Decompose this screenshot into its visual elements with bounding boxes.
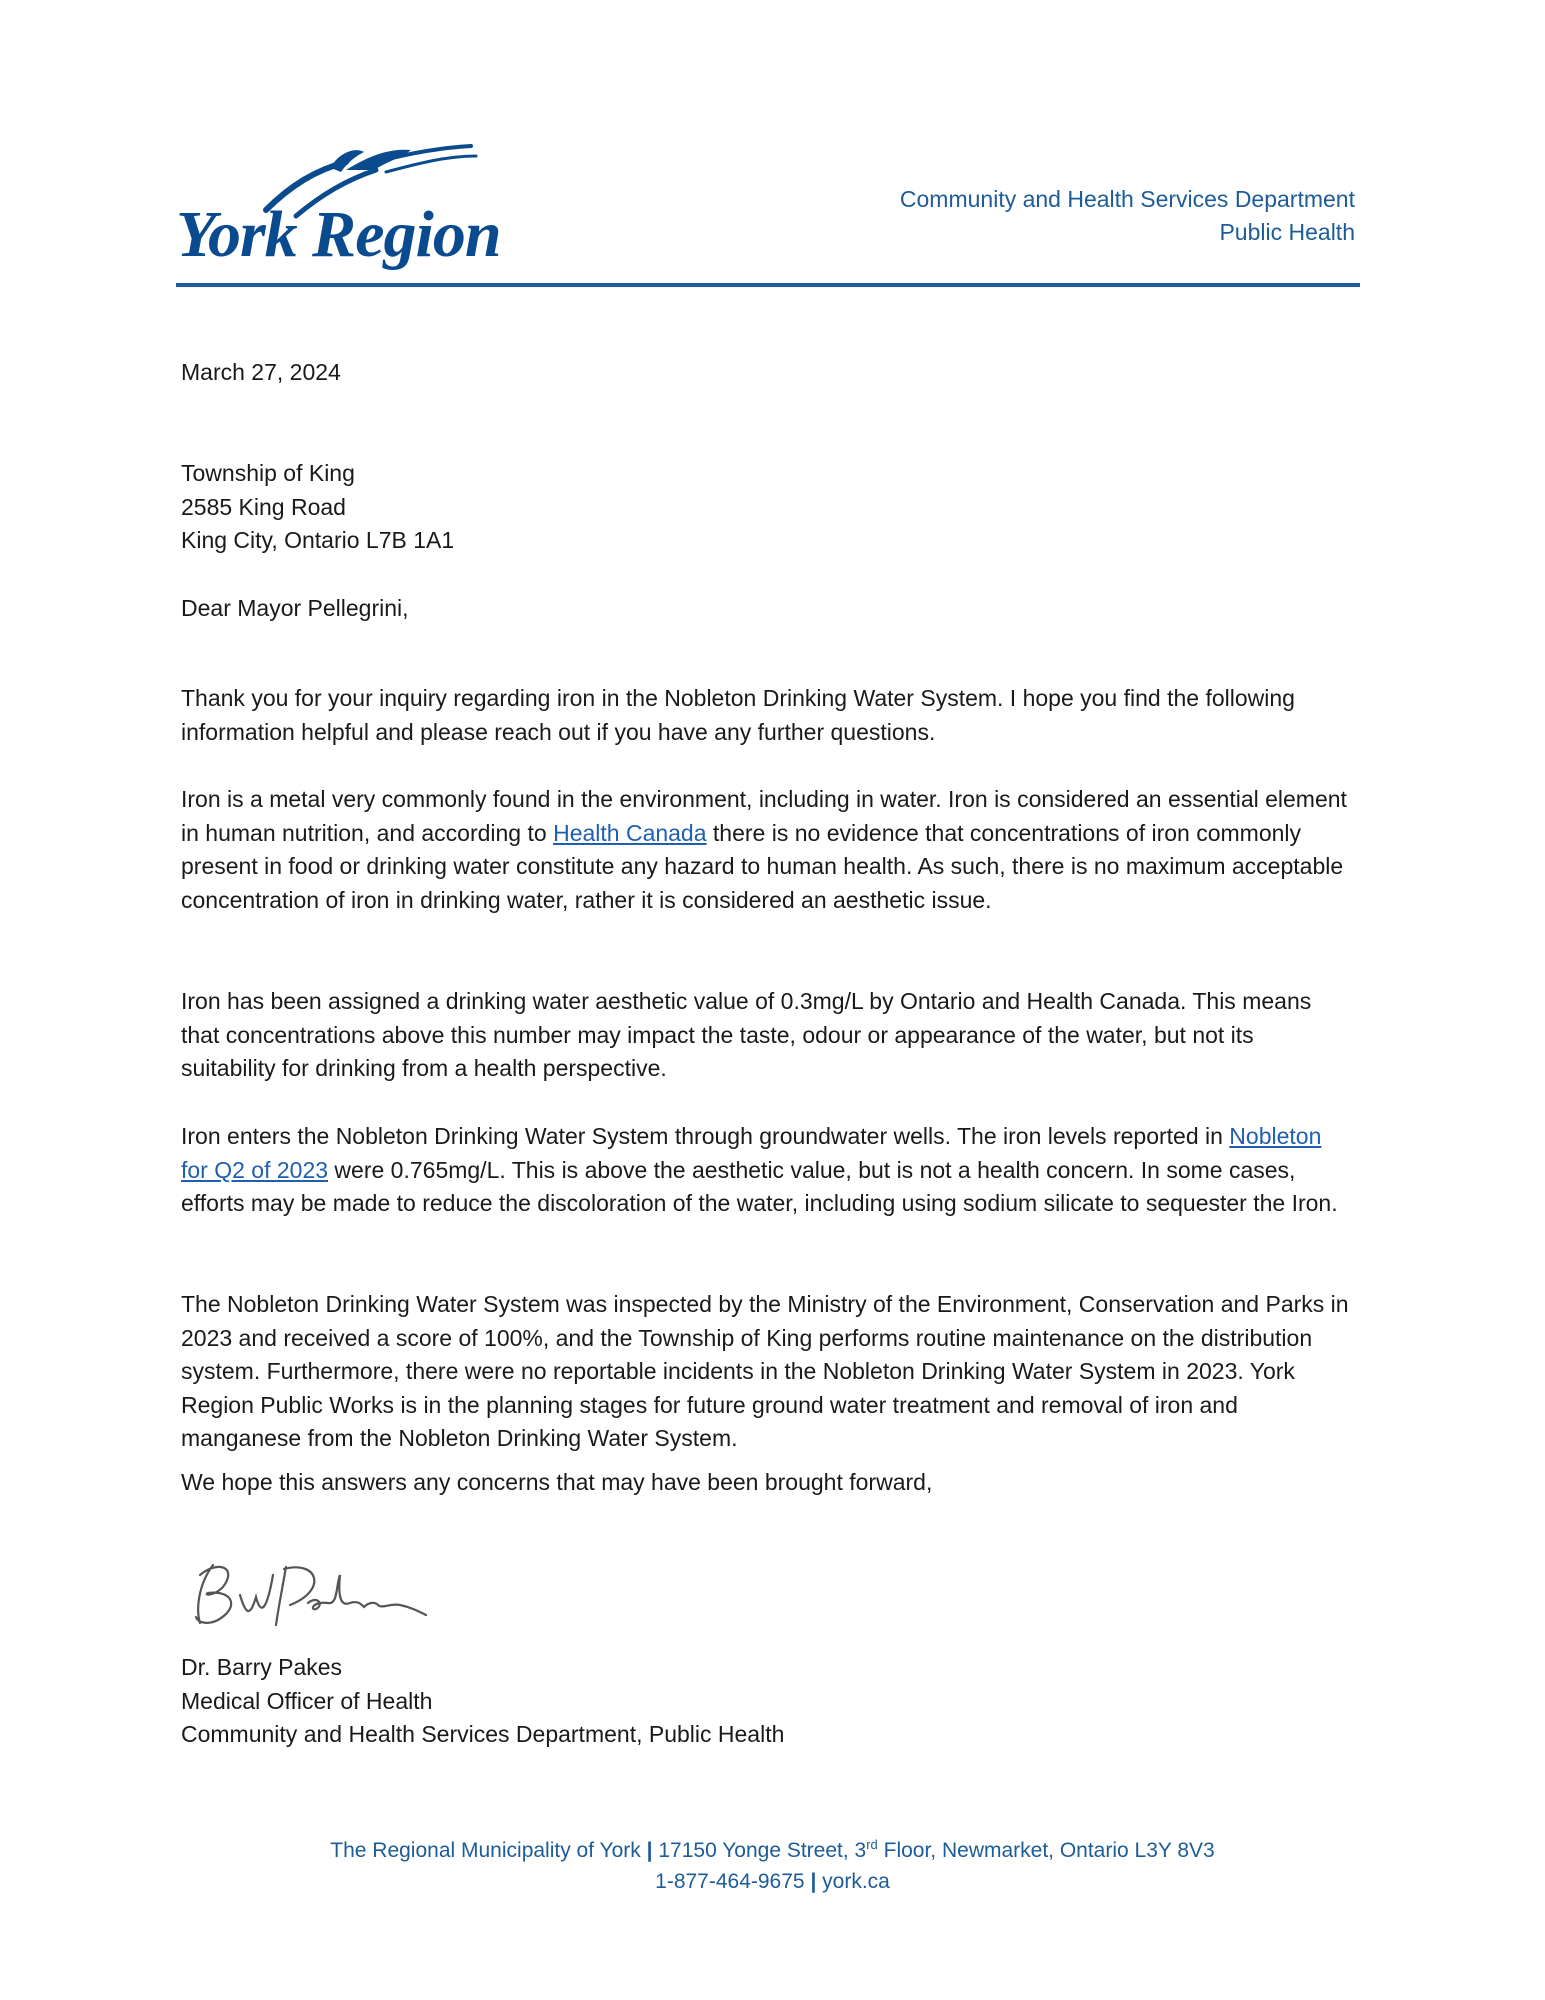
paragraph-text: Iron is a metal very commonly found in the environment, including in water. Iron is considered an essential element in human nutrition, and according to [181, 786, 1347, 846]
letter-footer [0, 1829, 1545, 1897]
letter-date: March 27, 2024 [181, 359, 341, 385]
closing-line: We hope this answers any concerns that may have been brought forward, [181, 1469, 933, 1495]
logo-wordmark: York Region [176, 198, 501, 271]
address-line: King City, Ontario L7B 1A1 [181, 527, 455, 553]
paragraph-text: there is no evidence that concentrations of iron commonly present in food or drinking water constitute any hazard to human health. As such, there is no maximum acceptable concentration of iron in drinking water, rather it is considered an aesthetic issue. [181, 819, 1344, 913]
footer-separator: | [810, 1870, 817, 1893]
handwritten-signature [178, 1545, 448, 1635]
header-divider [176, 283, 1360, 287]
paragraph-text: were 0.765mg/L. This is above the aesthetic value, but is not a health concern. In some cases, efforts may be made to reduce the discoloration of the water, including using sodium silicate to sequester the Iron. [181, 1156, 1338, 1216]
footer-org: The Regional Municipality of York [330, 1839, 641, 1862]
signature-block [181, 1651, 1351, 1752]
paragraph-inspection: The Nobleton Drinking Water System was inspected by the Ministry of the Environment, Conservation and Parks in 2023 and received a score of 100%, and the Township of King performs routine maintenance on the distribution system. Furthermore, there were no reportable incidents in the Nobleton Drinking Water System in 2023. York Region Public Works is in the planning stages for future ground water treatment and removal of iron and manganese from the Nobleton Drinking Water System. [181, 1291, 1349, 1451]
department-name: Community and Health Services Department [899, 186, 1355, 212]
address-line: 2585 King Road [181, 493, 346, 520]
footer-address-line [0, 1829, 1545, 1866]
footer-address-rest: Floor, Newmarket, Ontario L3Y 8V3 [877, 1839, 1215, 1862]
division-name: Public Health [1219, 219, 1355, 245]
york-region-logo [176, 140, 536, 285]
footer-address: 17150 Yonge Street, 3 [658, 1839, 867, 1862]
signer-title: Medical Officer of Health [181, 1687, 433, 1714]
signer-department: Community and Health Services Department, Public Health [181, 1721, 785, 1747]
health-canada-link[interactable]: Health Canada [553, 819, 707, 846]
salutation: Dear Mayor Pellegrini, [181, 595, 409, 621]
paragraph-text: Iron enters the Nobleton Drinking Water System through groundwater wells. The iron levels reported in [181, 1123, 1230, 1149]
paragraph-inquiry: Thank you for your inquiry regarding iron in the Nobleton Drinking Water System. I hope you find the following information helpful and please reach out if you have any further questions. [181, 685, 1295, 745]
paragraph-aesthetic-value: Iron has been assigned a drinking water aesthetic value of 0.3mg/L by Ontario and Health Canada. This means that concentrations above this number may impact the taste, odour or appearance of the water, but not its suitability for drinking from a health perspective. [181, 988, 1312, 1081]
footer-phone: 1-877-464-9675 [655, 1870, 805, 1893]
department-header [900, 183, 1355, 249]
footer-website[interactable]: york.ca [822, 1870, 890, 1893]
paragraph-iron-nutrition [181, 783, 1351, 917]
recipient-address [181, 457, 1351, 558]
footer-contact-line [0, 1866, 1545, 1897]
footer-ordinal: rd [866, 1837, 878, 1852]
signer-name: Dr. Barry Pakes [181, 1654, 343, 1680]
paragraph-iron-levels [181, 1120, 1351, 1221]
footer-separator: | [646, 1839, 653, 1862]
nobleton-q2-report-link[interactable]: Nobleton for Q2 of 2023 [181, 1123, 1322, 1183]
address-line: Township of King [181, 460, 355, 486]
